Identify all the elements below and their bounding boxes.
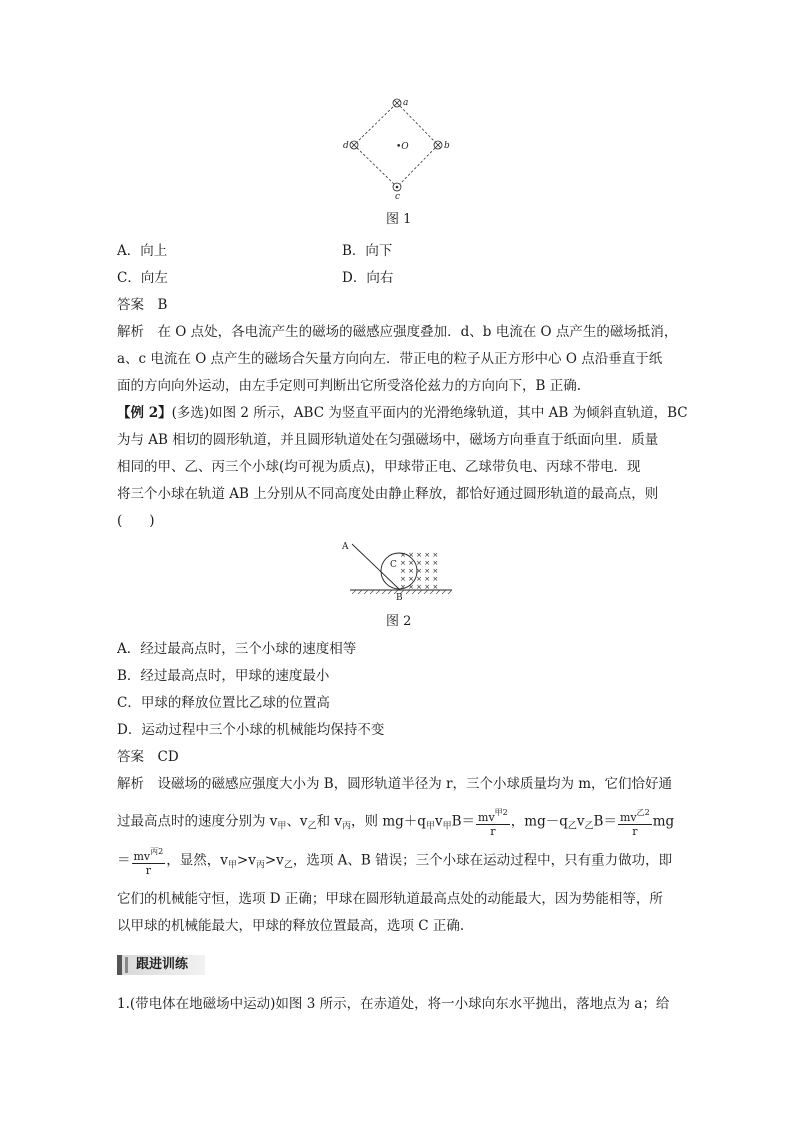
example-2-line-5: ( ) [117, 513, 155, 529]
figure-2-diagram [340, 538, 460, 604]
q1-analysis-line-2: a、c 电流在 O 点产生的磁场合矢量方向向左．带正电的粒子从正方形中心 O 点沿垂直于纸 [117, 351, 663, 367]
fraction: $\frac{mv^{乙2}}{r}$ [619, 808, 650, 838]
option-d: D．运动过程中三个小球的机械能均保持不变 [117, 722, 385, 738]
q2-answer: 答案 CD [117, 749, 179, 765]
label-C: C [390, 560, 397, 570]
option-a: A．经过最高点时，三个小球的速度相等 [117, 641, 357, 657]
q3-line-1: 1.(带电体在地磁场中运动)如图 3 所示，在赤道处，将一小球向东水平抛出，落地点为 a；给 [117, 996, 670, 1012]
label-c: c [395, 192, 401, 200]
section-header: 跟进训练 [117, 955, 205, 975]
q1-analysis-line-1: 解析 在 O 点处，各电流产生的磁场的磁感应强度叠加．d、b 电流在 O 点产生的磁场抵消， [117, 324, 678, 340]
magnetic-field-icon [400, 551, 438, 591]
label-B: B [396, 593, 403, 603]
figure-1-caption: 图 1 [386, 212, 412, 227]
option-b: B．经过最高点时，甲球的速度最小 [117, 668, 330, 684]
label-a: a [403, 98, 409, 108]
label-d: d [343, 141, 349, 151]
example-2-line-2: 为与 AB 相切的圆形轨道，并且圆形轨道处在匀强磁场中，磁场方向垂直于纸面向里．质量 [117, 432, 659, 448]
example-2-line-4: 将三个小球在轨道 AB 上分别从不同高度处由静止释放，都恰好通过圆形轨道的最高点，则 [117, 486, 659, 502]
current-a-icon [393, 99, 401, 107]
q2-analysis-line-3: ＝ $\frac{mv^{丙2}}{r}$ ，显然，$v_甲>v_丙>v_乙$，选项 A、B 错误；三个小球在运动过程中，只有重力做功，即 [117, 847, 673, 877]
label-o: •O [396, 142, 409, 152]
option-d: D．向右 [342, 270, 394, 286]
q1-answer: 答案 B [117, 297, 168, 313]
svg-text:× × × × ×: × × × × × [400, 575, 439, 583]
svg-text:× × × × ×: × × × × × [400, 583, 439, 591]
option-a: A．向上 [117, 243, 168, 259]
option-b: B．向下 [342, 243, 393, 259]
label-A: A [342, 542, 349, 552]
current-b-icon [434, 141, 442, 149]
q1-analysis-line-3: 面的方向向外运动，由左手定则可判断出它所受洛伦兹力的方向向下，B 正确. [117, 378, 582, 394]
example-2-line-3: 相同的甲、乙、丙三个小球(均可视为质点)，甲球带正电、乙球带负电、丙球不带电．现 [117, 459, 641, 475]
q2-analysis-line-2: 过最高点时的速度分别为 $v_甲$、$v_乙$和 $v_丙$，则 $mg+q_甲v_甲B=$ $\frac{mv^{甲2}}{r}$ ，$mg-q_乙v_乙B=$ $\frac{mv^{乙2}}{r}$ mg [117, 808, 675, 838]
fraction: $\frac{mv^{丙2}}{r}$ [133, 847, 164, 877]
fraction: $\frac{mv^{甲2}}{r}$ [478, 808, 508, 838]
label-b: b [444, 141, 450, 151]
svg-text:× × × × ×: × × × × × [400, 567, 439, 575]
current-d-icon [350, 141, 358, 149]
example-2-line-1: 【例 2】(多选)如图 2 所示，ABC 为竖直平面内的光滑绝缘轨道，其中 AB 为倾斜直轨道，BC [117, 405, 688, 421]
figure-1-diagram [340, 95, 460, 200]
figure-2-caption: 图 2 [386, 614, 412, 629]
option-c: C．甲球的释放位置比乙球的位置高 [117, 695, 330, 711]
current-c-icon [393, 183, 401, 191]
svg-text:× × × × ×: × × × × × [400, 559, 439, 567]
q2-analysis-line-5: 以甲球的机械能最大，甲球的释放位置最高，选项 C 正确. [117, 918, 465, 934]
svg-text:× × × × ×: × × × × × [400, 551, 439, 559]
option-c: C．向左 [117, 270, 168, 286]
q2-analysis-line-1: 解析 设磁场的磁感应强度大小为 B，圆形轨道半径为 r，三个小球质量均为 m，它们恰好通 [117, 776, 673, 792]
q2-analysis-line-4: 它们的机械能守恒，选项 D 正确；甲球在圆形轨道最高点处的动能最大，因为势能相等，所 [117, 891, 663, 907]
example-2-tag: 【例 2】 [117, 405, 172, 421]
